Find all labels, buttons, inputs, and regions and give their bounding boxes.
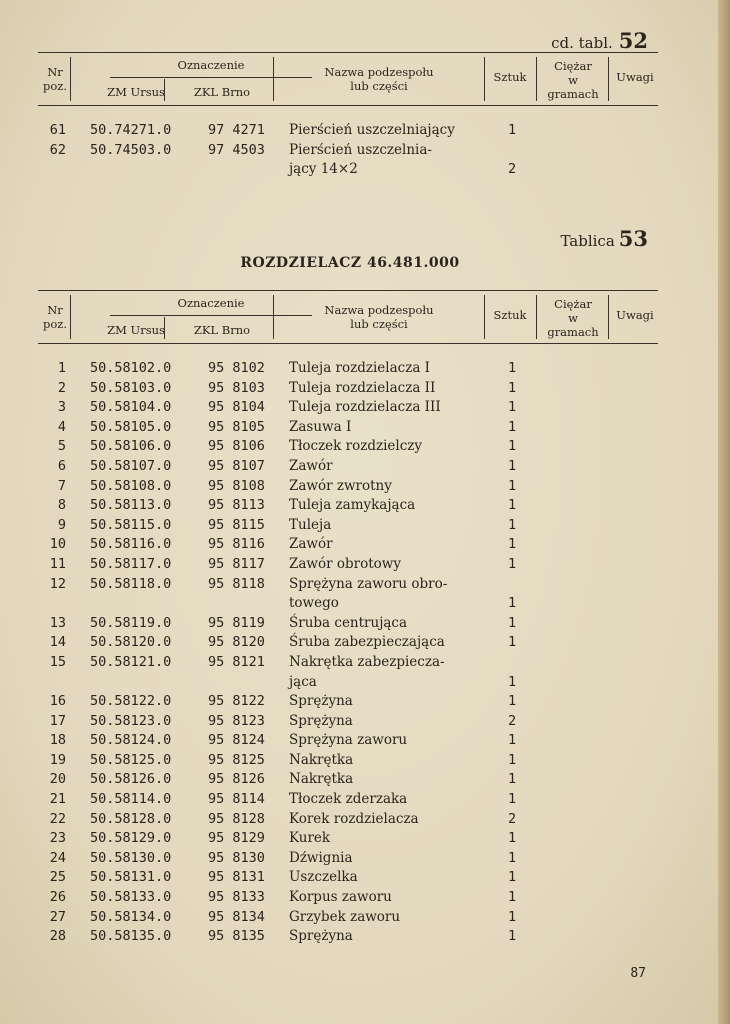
zm-ursus-code: 50.58105.0 bbox=[90, 418, 172, 435]
row-number: 21 bbox=[49, 791, 66, 808]
row-number: 11 bbox=[49, 555, 66, 572]
table-row bbox=[38, 752, 658, 772]
row-number: 17 bbox=[49, 712, 66, 729]
zm-ursus-code: 50.58134.0 bbox=[90, 908, 172, 925]
zm-ursus-code: 50.58129.0 bbox=[90, 830, 172, 847]
zkl-brno-code: 95 8116 bbox=[208, 536, 265, 553]
zkl-brno-code: 95 8131 bbox=[208, 869, 265, 886]
col-nr bbox=[38, 65, 72, 93]
zm-ursus-code: 50.58114.0 bbox=[90, 791, 172, 808]
col-nr-line1: Nr bbox=[47, 65, 63, 79]
zkl-brno-code: 97 4503 bbox=[208, 141, 265, 158]
zkl-brno-code: 95 8125 bbox=[208, 751, 265, 768]
zkl-brno-code: 95 8118 bbox=[208, 575, 265, 592]
zkl-brno-code: 95 8117 bbox=[208, 555, 265, 572]
row-number: 24 bbox=[49, 849, 66, 866]
zm-ursus-code: 50.58130.0 bbox=[90, 849, 172, 866]
zkl-brno-code: 95 8106 bbox=[208, 438, 265, 455]
table-row bbox=[38, 634, 658, 654]
quantity: 1 bbox=[508, 928, 517, 945]
quantity: 1 bbox=[508, 673, 517, 690]
quantity: 1 bbox=[508, 693, 517, 710]
quantity: 1 bbox=[508, 555, 517, 572]
row-number: 12 bbox=[49, 575, 66, 592]
col-ciezar-line1: Ciężar bbox=[554, 297, 592, 311]
row-number: 19 bbox=[49, 751, 66, 768]
table-row bbox=[38, 142, 658, 162]
table-row bbox=[38, 654, 658, 674]
col-ciezar bbox=[538, 297, 608, 339]
row-number: 62 bbox=[49, 141, 66, 158]
quantity: 1 bbox=[508, 830, 517, 847]
table-row bbox=[38, 693, 658, 713]
zm-ursus-code: 50.58115.0 bbox=[90, 516, 172, 533]
part-name: Tuleja rozdzielacza I bbox=[289, 360, 430, 376]
col-ciezar-line2: w bbox=[568, 311, 578, 325]
row-number: 20 bbox=[49, 771, 66, 788]
quantity: 1 bbox=[508, 438, 517, 455]
part-name: Nakrętka zabezpiecza- bbox=[289, 653, 445, 670]
col-nr bbox=[38, 303, 72, 331]
zkl-brno-code: 95 8130 bbox=[208, 849, 265, 866]
part-name: Tuleja bbox=[289, 516, 332, 533]
row-number: 16 bbox=[49, 693, 66, 710]
row-number: 7 bbox=[57, 477, 66, 494]
table-row bbox=[38, 771, 658, 791]
zkl-brno-code: 95 8129 bbox=[208, 830, 265, 847]
part-name: Zawór bbox=[289, 457, 333, 474]
table-row bbox=[38, 478, 658, 498]
quantity: 2 bbox=[508, 810, 517, 827]
part-name: Tuleja zamykająca bbox=[289, 497, 416, 514]
quantity: 2 bbox=[508, 161, 517, 178]
row-number: 26 bbox=[49, 889, 66, 906]
zm-ursus-code: 50.58119.0 bbox=[90, 614, 172, 631]
zm-ursus-code: 50.58123.0 bbox=[90, 712, 172, 729]
quantity: 1 bbox=[508, 477, 517, 494]
quantity: 1 bbox=[508, 379, 517, 396]
col-nazwa-line1: Nazwa podzespołu bbox=[324, 65, 434, 79]
table-row bbox=[38, 556, 658, 576]
table-53-body bbox=[38, 360, 658, 948]
row-number: 9 bbox=[57, 516, 66, 533]
book-edge bbox=[718, 0, 730, 1024]
row-number: 22 bbox=[49, 810, 66, 827]
zkl-brno-code: 95 8102 bbox=[208, 360, 265, 376]
col-nazwa-line1: Nazwa podzespołu bbox=[324, 303, 434, 317]
table-row bbox=[38, 713, 658, 733]
quantity: 1 bbox=[508, 614, 517, 631]
zm-ursus-code: 50.58108.0 bbox=[90, 477, 172, 494]
quantity: 1 bbox=[508, 732, 517, 749]
col-nr-line1: Nr bbox=[47, 303, 63, 317]
part-name: Korek rozdzielacza bbox=[289, 810, 419, 827]
zm-ursus-code: 50.58135.0 bbox=[90, 928, 172, 945]
zkl-brno-code: 95 8121 bbox=[208, 653, 265, 670]
col-nazwa bbox=[274, 65, 484, 93]
part-name: towego bbox=[289, 595, 339, 612]
col-zkl: ZKL Brno bbox=[193, 85, 251, 99]
zkl-brno-code: 95 8123 bbox=[208, 712, 265, 729]
table-row bbox=[38, 928, 658, 948]
col-ciezar-line3: gramach bbox=[547, 87, 599, 101]
quantity: 1 bbox=[508, 889, 517, 906]
zm-ursus-code: 50.58122.0 bbox=[90, 693, 172, 710]
col-ciezar-line2: w bbox=[568, 73, 578, 87]
table-row bbox=[38, 615, 658, 635]
table-row bbox=[38, 869, 658, 889]
row-number: 1 bbox=[57, 360, 66, 376]
part-name: Tuleja rozdzielacza II bbox=[289, 379, 436, 396]
zm-ursus-code: 50.58102.0 bbox=[90, 360, 172, 376]
zm-ursus-code: 50.58124.0 bbox=[90, 732, 172, 749]
part-name: Tuleja rozdzielacza III bbox=[289, 399, 441, 416]
table-row bbox=[38, 419, 658, 439]
col-nr-line2: poz. bbox=[43, 79, 67, 93]
quantity: 1 bbox=[508, 771, 517, 788]
row-number: 15 bbox=[49, 653, 66, 670]
quantity: 1 bbox=[508, 360, 517, 376]
row-number: 2 bbox=[57, 379, 66, 396]
zkl-brno-code: 95 8134 bbox=[208, 908, 265, 925]
zkl-brno-code: 95 8128 bbox=[208, 810, 265, 827]
part-name: Pierścień uszczelniający bbox=[289, 122, 455, 138]
col-ciezar bbox=[538, 59, 608, 101]
part-name: Sprężyna zaworu obro- bbox=[289, 575, 448, 592]
row-number: 4 bbox=[57, 418, 66, 435]
quantity: 1 bbox=[508, 869, 517, 886]
table-row bbox=[38, 576, 658, 596]
zkl-brno-code: 95 8126 bbox=[208, 771, 265, 788]
col-uwagi: Uwagi bbox=[616, 70, 654, 84]
col-zkl: ZKL Brno bbox=[193, 323, 251, 337]
part-name: Zawór zwrotny bbox=[289, 477, 392, 494]
table-row bbox=[38, 438, 658, 458]
table-row bbox=[38, 811, 658, 831]
zm-ursus-code: 50.58106.0 bbox=[90, 438, 172, 455]
zkl-brno-code: 95 8105 bbox=[208, 418, 265, 435]
col-uwagi: Uwagi bbox=[616, 308, 654, 322]
part-name: Grzybek zaworu bbox=[289, 908, 401, 925]
table-row bbox=[38, 380, 658, 400]
table-row bbox=[38, 161, 658, 181]
part-name: jący 14×2 bbox=[289, 161, 358, 178]
col-zm: ZM Ursus bbox=[107, 323, 165, 337]
quantity: 1 bbox=[508, 418, 517, 435]
quantity: 1 bbox=[508, 497, 517, 514]
continued-table-header bbox=[551, 28, 648, 53]
continued-table-prefix: cd. tabl. bbox=[551, 34, 613, 52]
part-name: Zawór obrotowy bbox=[289, 555, 401, 572]
row-number: 5 bbox=[57, 438, 66, 455]
row-number: 14 bbox=[49, 634, 66, 651]
table-row bbox=[38, 458, 658, 478]
zm-ursus-code: 50.58118.0 bbox=[90, 575, 172, 592]
part-name: jąca bbox=[289, 673, 317, 690]
table-row bbox=[38, 595, 658, 615]
quantity: 2 bbox=[508, 712, 517, 729]
zm-ursus-code: 50.58125.0 bbox=[90, 751, 172, 768]
zm-ursus-code: 50.58117.0 bbox=[90, 555, 172, 572]
zm-ursus-code: 50.58104.0 bbox=[90, 399, 172, 416]
quantity: 1 bbox=[508, 536, 517, 553]
row-number: 3 bbox=[57, 399, 66, 416]
col-ciezar-line3: gramach bbox=[547, 325, 599, 339]
part-name: Tłoczek zderzaka bbox=[289, 791, 408, 808]
col-nazwa-line2: lub części bbox=[350, 79, 408, 93]
part-name: Zawór bbox=[289, 536, 333, 553]
quantity: 1 bbox=[508, 791, 517, 808]
quantity: 1 bbox=[508, 457, 517, 474]
table-53-prefix: Tablica bbox=[560, 232, 615, 250]
section-title: ROZDZIELACZ 46.481.000 bbox=[240, 255, 460, 271]
part-name: Zasuwa I bbox=[289, 418, 352, 435]
part-name: Pierścień uszczelnia- bbox=[289, 141, 432, 158]
col-nr-line2: poz. bbox=[43, 317, 67, 331]
col-nazwa-line2: lub części bbox=[350, 317, 408, 331]
row-number: 27 bbox=[49, 908, 66, 925]
quantity: 1 bbox=[508, 751, 517, 768]
col-oznaczenie: Oznaczenie bbox=[177, 296, 245, 310]
table-row bbox=[38, 830, 658, 850]
col-ciezar-line1: Ciężar bbox=[554, 59, 592, 73]
table-row bbox=[38, 909, 658, 929]
quantity: 1 bbox=[508, 399, 517, 416]
zm-ursus-code: 50.58133.0 bbox=[90, 889, 172, 906]
row-number: 25 bbox=[49, 869, 66, 886]
table-row bbox=[38, 497, 658, 517]
row-number: 61 bbox=[49, 122, 66, 138]
col-zm: ZM Ursus bbox=[107, 85, 165, 99]
col-sztuk: Sztuk bbox=[493, 308, 527, 322]
table-52-header bbox=[38, 52, 658, 106]
zkl-brno-code: 95 8113 bbox=[208, 497, 265, 514]
table-row bbox=[38, 791, 658, 811]
part-name: Nakrętka bbox=[289, 771, 354, 788]
part-name: Sprężyna bbox=[289, 712, 353, 729]
row-number: 28 bbox=[49, 928, 66, 945]
zkl-brno-code: 95 8115 bbox=[208, 516, 265, 533]
zkl-brno-code: 95 8107 bbox=[208, 457, 265, 474]
zkl-brno-code: 95 8133 bbox=[208, 889, 265, 906]
quantity: 1 bbox=[508, 849, 517, 866]
zkl-brno-code: 95 8124 bbox=[208, 732, 265, 749]
zm-ursus-code: 50.58113.0 bbox=[90, 497, 172, 514]
quantity: 1 bbox=[508, 516, 517, 533]
zm-ursus-code: 50.58126.0 bbox=[90, 771, 172, 788]
row-number: 8 bbox=[57, 497, 66, 514]
col-nazwa bbox=[274, 303, 484, 331]
zkl-brno-code: 95 8119 bbox=[208, 614, 265, 631]
part-name: Śruba zabezpieczająca bbox=[289, 634, 445, 651]
table-row bbox=[38, 360, 658, 380]
quantity: 1 bbox=[508, 908, 517, 925]
part-name: Sprężyna zaworu bbox=[289, 732, 408, 749]
table-row bbox=[38, 536, 658, 556]
part-name: Nakrętka bbox=[289, 751, 354, 768]
table-53-header bbox=[38, 290, 658, 344]
page-number: 87 bbox=[630, 966, 646, 981]
zkl-brno-code: 95 8108 bbox=[208, 477, 265, 494]
table-53-label bbox=[560, 226, 648, 251]
zm-ursus-code: 50.74503.0 bbox=[90, 141, 172, 158]
zkl-brno-code: 95 8103 bbox=[208, 379, 265, 396]
row-number: 23 bbox=[49, 830, 66, 847]
zkl-brno-code: 95 8114 bbox=[208, 791, 265, 808]
zm-ursus-code: 50.74271.0 bbox=[90, 122, 172, 138]
part-name: Dźwignia bbox=[289, 849, 353, 866]
table-row bbox=[38, 517, 658, 537]
row-number: 6 bbox=[57, 457, 66, 474]
quantity: 1 bbox=[508, 634, 517, 651]
row-number: 18 bbox=[49, 732, 66, 749]
table-row bbox=[38, 850, 658, 870]
zm-ursus-code: 50.58128.0 bbox=[90, 810, 172, 827]
row-number: 10 bbox=[49, 536, 66, 553]
zm-ursus-code: 50.58131.0 bbox=[90, 869, 172, 886]
part-name: Uszczelka bbox=[289, 869, 358, 886]
zkl-brno-code: 95 8104 bbox=[208, 399, 265, 416]
zm-ursus-code: 50.58120.0 bbox=[90, 634, 172, 651]
table-52-body bbox=[38, 122, 658, 181]
part-name: Sprężyna bbox=[289, 693, 353, 710]
table-row bbox=[38, 889, 658, 909]
continued-table-number: 52 bbox=[618, 28, 648, 53]
part-name: Sprężyna bbox=[289, 928, 353, 945]
table-row bbox=[38, 122, 658, 142]
zkl-brno-code: 95 8120 bbox=[208, 634, 265, 651]
quantity: 1 bbox=[508, 595, 517, 612]
quantity: 1 bbox=[508, 122, 517, 138]
zm-ursus-code: 50.58103.0 bbox=[90, 379, 172, 396]
col-oznaczenie: Oznaczenie bbox=[177, 58, 245, 72]
zkl-brno-code: 95 8122 bbox=[208, 693, 265, 710]
part-name: Śruba centrująca bbox=[289, 614, 408, 631]
table-53-number: 53 bbox=[618, 226, 648, 251]
part-name: Korpus zaworu bbox=[289, 889, 392, 906]
part-name: Tłoczek rozdzielczy bbox=[289, 438, 423, 455]
col-sztuk: Sztuk bbox=[493, 70, 527, 84]
table-row bbox=[38, 399, 658, 419]
zkl-brno-code: 95 8135 bbox=[208, 928, 265, 945]
zm-ursus-code: 50.58116.0 bbox=[90, 536, 172, 553]
row-number: 13 bbox=[49, 614, 66, 631]
zm-ursus-code: 50.58107.0 bbox=[90, 457, 172, 474]
zkl-brno-code: 97 4271 bbox=[208, 122, 265, 138]
part-name: Kurek bbox=[289, 830, 331, 847]
table-row bbox=[38, 732, 658, 752]
zm-ursus-code: 50.58121.0 bbox=[90, 653, 172, 670]
table-row bbox=[38, 674, 658, 694]
